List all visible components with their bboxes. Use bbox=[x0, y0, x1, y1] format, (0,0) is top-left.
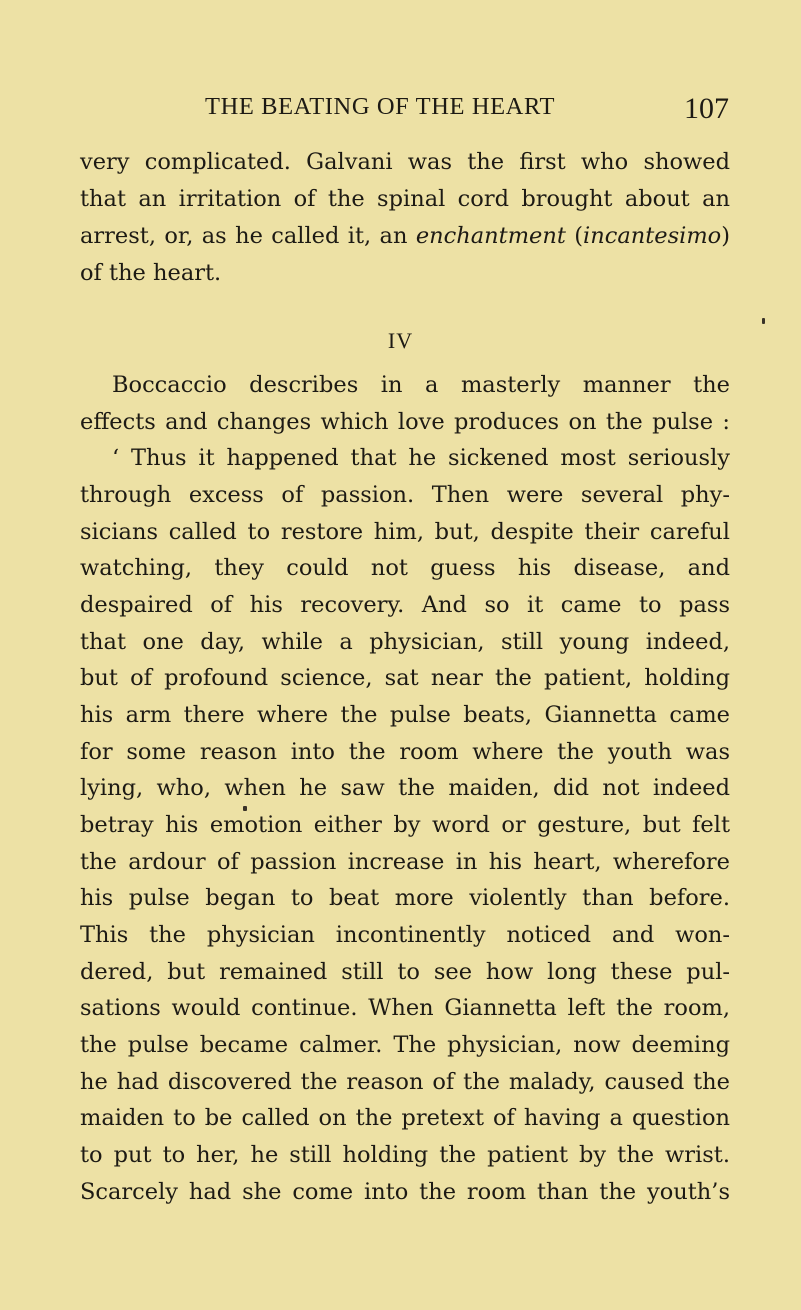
text-segment: of the heart. bbox=[80, 260, 222, 286]
paragraph-2-line-2: effects and changes which love produces on the pulse : bbox=[80, 409, 730, 435]
print-speck bbox=[762, 318, 765, 324]
paragraph-2-line-23: Scarcely had she come into the room than the youth’s bbox=[80, 1179, 730, 1205]
paragraph-1-line-4 bbox=[80, 255, 730, 291]
paragraph-1-line-2 bbox=[80, 181, 730, 217]
paragraph-2-line-4: through excess of passion. Then were several phy- bbox=[80, 482, 730, 508]
paragraph-2-line-1: Boccaccio describes in a masterly manner the bbox=[112, 372, 730, 398]
italic-term-incantesimo: incantesimo bbox=[583, 223, 722, 249]
print-speck bbox=[243, 806, 247, 811]
paragraph-2-line-8: that one day, while a physician, still young indeed, bbox=[80, 629, 730, 655]
paragraph-2-line-15: his pulse began to beat more violently than before. bbox=[80, 885, 730, 911]
section-heading-numeral: IV bbox=[387, 328, 414, 353]
paragraph-2-line-20: he had discovered the reason of the malady, caused the bbox=[80, 1069, 730, 1095]
paragraph-2-line-9: but of profound science, sat near the patient, holding bbox=[80, 665, 730, 691]
page-header bbox=[80, 93, 729, 127]
text-segment: ( bbox=[565, 223, 584, 249]
paragraph-2-line-13: betray his emotion either by word or gesture, but felt bbox=[80, 812, 730, 838]
paragraph-2-line-12: lying, who, when he saw the maiden, did not indeed bbox=[80, 775, 730, 801]
paragraph-2-line-6: watching, they could not guess his disease, and bbox=[80, 555, 730, 581]
paragraph-2-line-18: sations would continue. When Giannetta left the room, bbox=[80, 995, 730, 1021]
text-segment: arrest, or, as he called it, an bbox=[80, 223, 416, 249]
page-number: 107 bbox=[684, 92, 729, 125]
paragraph-2-line-7: despaired of his recovery. And so it came to pass bbox=[80, 592, 730, 618]
paragraph-2-line-11: for some reason into the room where the youth was bbox=[80, 739, 730, 765]
paragraph-2-line-5: sicians called to restore him, but, despite their careful bbox=[80, 519, 730, 545]
paragraph-2-line-17: dered, but remained still to see how long these pul- bbox=[80, 959, 730, 985]
text-segment: very complicated. Galvani was the first who showed bbox=[80, 149, 730, 175]
paragraph-1-line-3 bbox=[80, 218, 730, 254]
paragraph-2-line-10: his arm there where the pulse beats, Giannetta came bbox=[80, 702, 730, 728]
paragraph-2-line-21: maiden to be called on the pretext of having a question bbox=[80, 1105, 730, 1131]
italic-term-enchantment: enchantment bbox=[415, 223, 566, 249]
paragraph-2-line-16: This the physician incontinently noticed and won- bbox=[80, 922, 730, 948]
paragraph-2-line-14: the ardour of passion increase in his heart, wherefore bbox=[80, 849, 730, 875]
paragraph-2-line-19: the pulse became calmer. The physician, now deeming bbox=[80, 1032, 730, 1058]
text-segment: that an irritation of the spinal cord brought about an bbox=[80, 186, 730, 212]
paragraph-2-line-3: ‘ Thus it happened that he sickened most seriously bbox=[112, 445, 730, 471]
paragraph-1-line-1 bbox=[80, 144, 730, 180]
running-head-title: THE BEATING OF THE HEART bbox=[205, 93, 556, 120]
paragraph-2-line-22: to put to her, he still holding the patient by the wrist. bbox=[80, 1142, 730, 1168]
text-segment: ) bbox=[721, 223, 731, 249]
